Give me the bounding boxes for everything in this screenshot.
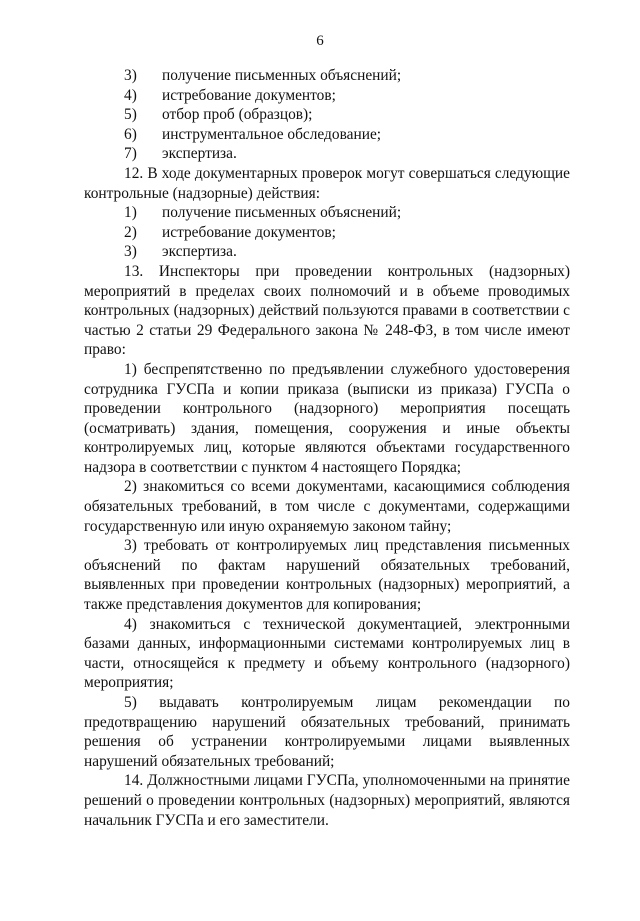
right-item-4: 4) знакомиться с технической документацией, электронными базами данных, информационными системами контролируемых лиц в части, относящейся к предмету и объему контрольного (надзорного) мероприятия; — [84, 615, 570, 692]
right-item-1: 1) беспрепятственно по предъявлении служебного удостоверения сотрудника ГУСПа и копии приказа (выписки из приказа) ГУСПа о проведении контрольного (надзорного) мероприятия посещать (осматривать) здания, помещения, сооружения и иные объекты контролируемых лиц, которые являются объектами государственного надзора в соответствии с пунктом 4 настоящего Порядка; — [84, 360, 570, 476]
paragraph-14: 14. Должностными лицами ГУСПа, уполномоченными на принятие решений о проведении контрольных (надзорных) мероприятий, являются начальник ГУСПа и его заместители. — [84, 772, 570, 829]
list-item: 4) истребование документов; — [124, 86, 336, 104]
paragraph-13: 13. Инспекторы при проведении контрольных (надзорных) мероприятий в пределах своих полномочий и в объеме проводимых контрольных (надзорных) действий пользуются правами в соответствии с частью 2 статьи 29 Федерального закона № 248-ФЗ, в том числе имеют право: — [84, 262, 570, 359]
paragraph-12: 12. В ходе документарных проверок могут совершаться следующие контрольные (надзорные) действия: — [84, 164, 570, 202]
right-item-2: 2) знакомиться со всеми документами, касающимися соблюдения обязательных требований, в том числе с документами, содержащими государственную или иную охраняемую законом тайну; — [84, 478, 570, 535]
document-body — [84, 66, 570, 830]
list-item: 6) инструментальное обследование; — [124, 125, 382, 143]
list-item: 3) получение письменных объяснений; — [124, 67, 402, 84]
right-item-3: 3) требовать от контролируемых лиц представления письменных объяснений по фактам нарушений обязательных требований, выявленных при проведении контрольных (надзорных) мероприятий, а также представления документов для копирования; — [84, 537, 570, 614]
list-item: 5) отбор проб (образцов); — [124, 106, 313, 124]
list-item: 7) экспертиза. — [124, 145, 237, 163]
list-b — [84, 203, 570, 262]
page-number: 6 — [316, 33, 324, 49]
right-item-5: 5) выдавать контролируемым лицам рекомендации по предотвращению нарушений обязательных требований, принимать решения об устранении контролируемыми лицами выявленных нарушений обязательных требований; — [84, 694, 570, 770]
list-item: 3) экспертиза. — [124, 243, 237, 261]
list-a — [84, 66, 570, 164]
list-item: 2) истребование документов; — [124, 223, 336, 241]
list-item: 1) получение письменных объяснений; — [124, 204, 402, 222]
